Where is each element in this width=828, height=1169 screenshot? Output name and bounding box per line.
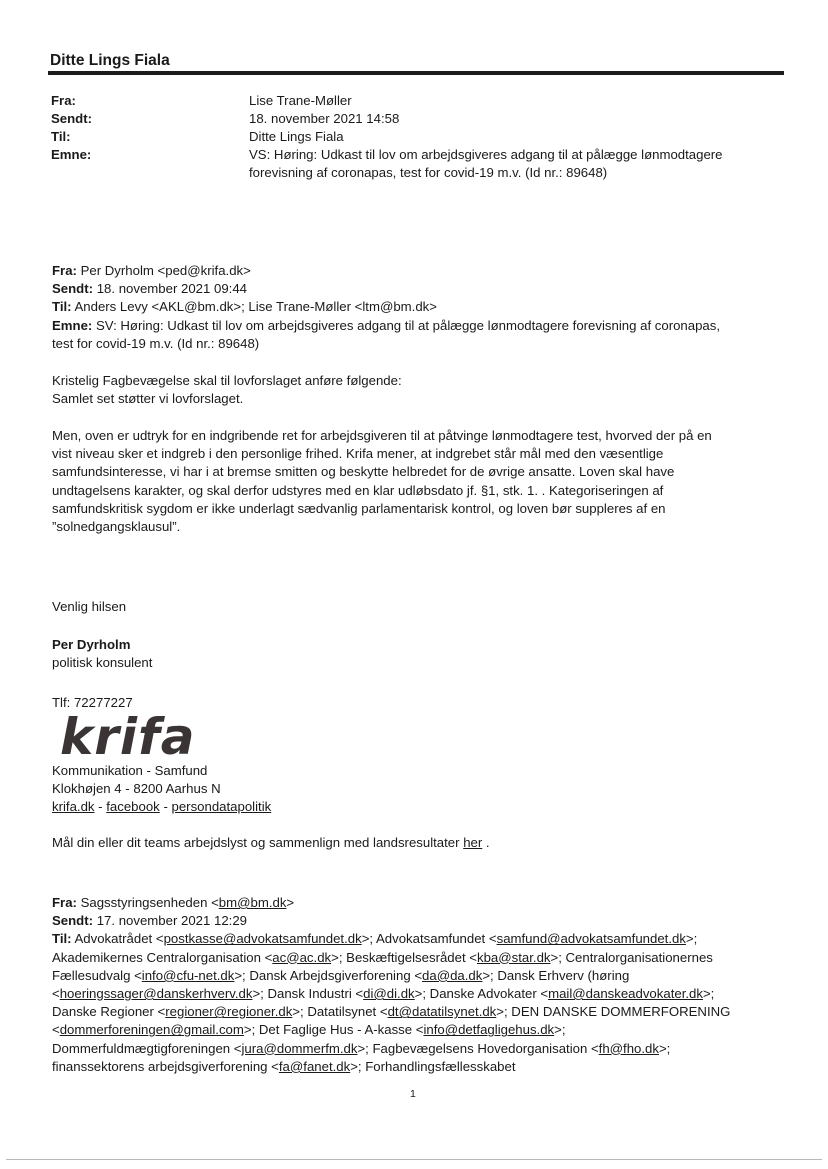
- meta-to-label: Til:: [51, 129, 71, 144]
- recipient-line: [52, 1021, 776, 1039]
- recipient-text: Fællesudvalg <: [52, 967, 142, 983]
- recipient-text: >; Beskæftigelsesrådet <: [331, 949, 477, 965]
- recipient-email-link[interactable]: fa@fanet.dk: [278, 1058, 351, 1074]
- recipient-email-link[interactable]: samfund@advokatsamfundet.dk: [496, 931, 686, 947]
- survey-cta: [52, 834, 776, 852]
- link-separator: -: [159, 799, 172, 815]
- email1-header: [52, 262, 776, 353]
- recipient-email-link[interactable]: da@da.dk: [422, 967, 483, 983]
- recipient-email-link[interactable]: regioner@regioner.dk: [165, 1004, 293, 1020]
- email1-intro: [52, 372, 776, 408]
- email2-to-label: Til:: [52, 931, 72, 947]
- recipient-email-link[interactable]: kba@star.dk: [477, 949, 551, 965]
- signature-org: [52, 762, 776, 817]
- recipient-text: >; DEN DANSKE DOMMERFORENING: [496, 1004, 731, 1020]
- recipient-text: Dommerfuldmægtigforeningen <: [52, 1040, 242, 1056]
- recipient-text: >; Forhandlingsfællesskabet: [350, 1058, 516, 1074]
- recipient-text: >; Fagbevægelsens Hovedorganisation <: [357, 1040, 599, 1056]
- email1-body-line-2: vist niveau sker et indgreb i den personlige frihed. Krifa mener, at indgrebet står mål med den væsentlige: [52, 446, 664, 462]
- recipient-text: >; Dansk Arbejdsgiverforening <: [234, 967, 423, 983]
- recipient-text: >;: [554, 1022, 566, 1038]
- email1-to: Til: Anders Levy <AKL@bm.dk>; Lise Trane-Møller <ltm@bm.dk>: [52, 299, 437, 315]
- recipient-text: <: [52, 986, 60, 1002]
- signature-name: Per Dyrholm: [52, 637, 131, 652]
- krifa-site-link[interactable]: krifa.dk: [52, 799, 95, 815]
- recipient-text: >;: [658, 1040, 671, 1056]
- signature-title: politisk konsulent: [52, 655, 153, 671]
- email1-body-line-3: samfundsinteresse, vi har i at bremse smitten og beskytte helbredet for de øvrige ansatte. Loven skal have: [52, 464, 675, 480]
- email1-signature: [52, 636, 776, 672]
- email1-body-line-1: Men, oven er udtryk for en indgribende ret for arbejdsgiveren til at påtvinge lønmodtagere test, hvorved der på en: [52, 428, 712, 443]
- survey-cta-end: .: [482, 835, 490, 850]
- recipient-email-link[interactable]: mail@danskeadvokater.dk: [548, 986, 703, 1002]
- meta-subject-row: [51, 146, 771, 182]
- recipient-email-link[interactable]: dt@datatilsynet.dk: [387, 1004, 497, 1020]
- meta-sent-row: [51, 110, 771, 128]
- recipient-email-link[interactable]: jura@dommerfm.dk: [241, 1040, 358, 1056]
- org-links: [52, 798, 776, 816]
- recipient-line: [52, 985, 776, 1003]
- recipient-email-link[interactable]: postkasse@advokatsamfundet.dk: [163, 931, 362, 947]
- recipient-text: Akademikernes Centralorganisation <: [52, 949, 273, 965]
- recipient-email-link[interactable]: dommerforeningen@gmail.com: [59, 1022, 244, 1038]
- recipient-email-link[interactable]: info@detfagligehus.dk: [423, 1022, 555, 1038]
- recipient-line: [52, 967, 776, 985]
- meta-from-value: Lise Trane-Møller: [249, 93, 352, 108]
- meta-subject-line-2: forevisning af coronapas, test for covid-19 m.v. (Id nr.: 89648): [249, 165, 608, 180]
- meta-subject-line-1: VS: Høring: Udkast til lov om arbejdsgiveres adgang til at pålægge lønmodtagere: [249, 147, 723, 162]
- email2-sent: Sendt: 17. november 2021 12:29: [52, 913, 247, 929]
- email1-body: [52, 427, 776, 536]
- recipient-text: finanssektorens arbejdsgiverforening <: [52, 1058, 279, 1074]
- meta-from-label: Fra:: [51, 93, 76, 108]
- org-line-1: Kommunikation - Samfund: [52, 763, 208, 778]
- email1-body-line-5: samfundskritisk sygdom er ikke underlagt sædvanlig parlamentarisk kontrol, og loven bør suppleres af en: [52, 500, 666, 516]
- recipient-text: >;: [685, 931, 698, 947]
- recipient-text: >; Advokatsamfundet <: [361, 931, 497, 947]
- recipient-text: >;: [702, 986, 715, 1002]
- recipient-email-link[interactable]: hoeringssager@danskerhverv.dk: [59, 986, 253, 1002]
- meta-from-row: [51, 92, 771, 110]
- recipient-text: >; Dansk Erhverv (høring: [482, 967, 630, 983]
- email2-recipients: [52, 930, 776, 1076]
- header-rule: [48, 71, 784, 75]
- email1-body-line-4: undtagelsens karakter, og skal derfor udstyres med en klar udløbsdato jf. §1, stk. 1. . Kategoriseringen af: [52, 482, 664, 498]
- email1-subject: Emne: SV: Høring: Udkast til lov om arbejdsgiveres adgang til at pålægge lønmodtagere forevisning af coronapas,: [52, 317, 721, 333]
- recipient-email-link[interactable]: di@di.dk: [363, 986, 415, 1002]
- recipient-line: [52, 1058, 776, 1076]
- recipient-line: [52, 1040, 776, 1058]
- facebook-link[interactable]: facebook: [106, 799, 160, 815]
- survey-here-link[interactable]: her: [463, 835, 483, 850]
- meta-to-value: Ditte Lings Fiala: [249, 129, 344, 144]
- meta-to-row: [51, 128, 771, 146]
- recipient-email-link[interactable]: info@cfu-net.dk: [141, 967, 235, 983]
- recipient-line: [52, 949, 776, 967]
- email1-sent: Sendt: 18. november 2021 09:44: [52, 281, 247, 297]
- email1-body-line-6: ”solnedgangsklausul”.: [52, 519, 181, 535]
- email1-from: Fra: Per Dyrholm <ped@krifa.dk>: [52, 263, 251, 278]
- email1-greeting: Venlig hilsen: [52, 599, 127, 614]
- recipient-text: Danske Regioner <: [52, 1004, 166, 1020]
- krifa-logo-text: krifa: [60, 710, 196, 762]
- krifa-logo: [58, 710, 208, 762]
- recipient-email-link[interactable]: fh@fho.dk: [598, 1040, 659, 1056]
- meta-sent-value: 18. november 2021 14:58: [249, 111, 400, 126]
- page-number: 1: [410, 1088, 416, 1100]
- email1-intro-line-2: Samlet set støtter vi lovforslaget.: [52, 391, 244, 407]
- email2-from: Fra: Sagsstyringsenheden <bm@bm.dk>: [52, 895, 295, 910]
- email2-header: [52, 894, 776, 1076]
- email2-from-link[interactable]: bm@bm.dk: [218, 895, 287, 910]
- recipient-line: [52, 1003, 776, 1021]
- recipient-line: [52, 930, 776, 948]
- page-header-name: Ditte Lings Fiala: [50, 52, 170, 69]
- recipient-text: >; Det Faglige Hus - A-kasse <: [243, 1022, 424, 1038]
- privacy-policy-link[interactable]: persondatapolitik: [171, 799, 272, 815]
- meta-sent-label: Sendt:: [51, 111, 93, 126]
- link-separator: -: [94, 799, 107, 815]
- email1-intro-line-1: Kristelig Fagbevægelse skal til lovforslaget anføre følgende:: [52, 373, 402, 388]
- meta-subject-value: [249, 146, 771, 182]
- signature-phone: Tlf: 72277227: [52, 695, 133, 710]
- email1-subject-cont: test for covid-19 m.v. (Id nr.: 89648): [52, 335, 260, 351]
- meta-subject-label: Emne:: [51, 147, 92, 162]
- recipient-email-link[interactable]: ac@ac.dk: [272, 949, 332, 965]
- survey-cta-text: Mål din eller dit teams arbejdslyst og sammenlign med landsresultater: [52, 835, 464, 850]
- recipient-text: Advokatrådet <: [71, 931, 164, 947]
- forward-meta: [51, 92, 771, 182]
- recipient-text: >; Dansk Industri <: [252, 986, 364, 1002]
- recipient-text: <: [52, 1022, 60, 1038]
- recipient-text: >; Centralorganisationernes: [550, 949, 713, 965]
- org-line-2: Klokhøjen 4 - 8200 Aarhus N: [52, 781, 221, 797]
- recipient-text: >; Danske Advokater <: [414, 986, 549, 1002]
- page-bottom-rule: [6, 1159, 822, 1160]
- recipient-text: >; Datatilsynet <: [292, 1004, 388, 1020]
